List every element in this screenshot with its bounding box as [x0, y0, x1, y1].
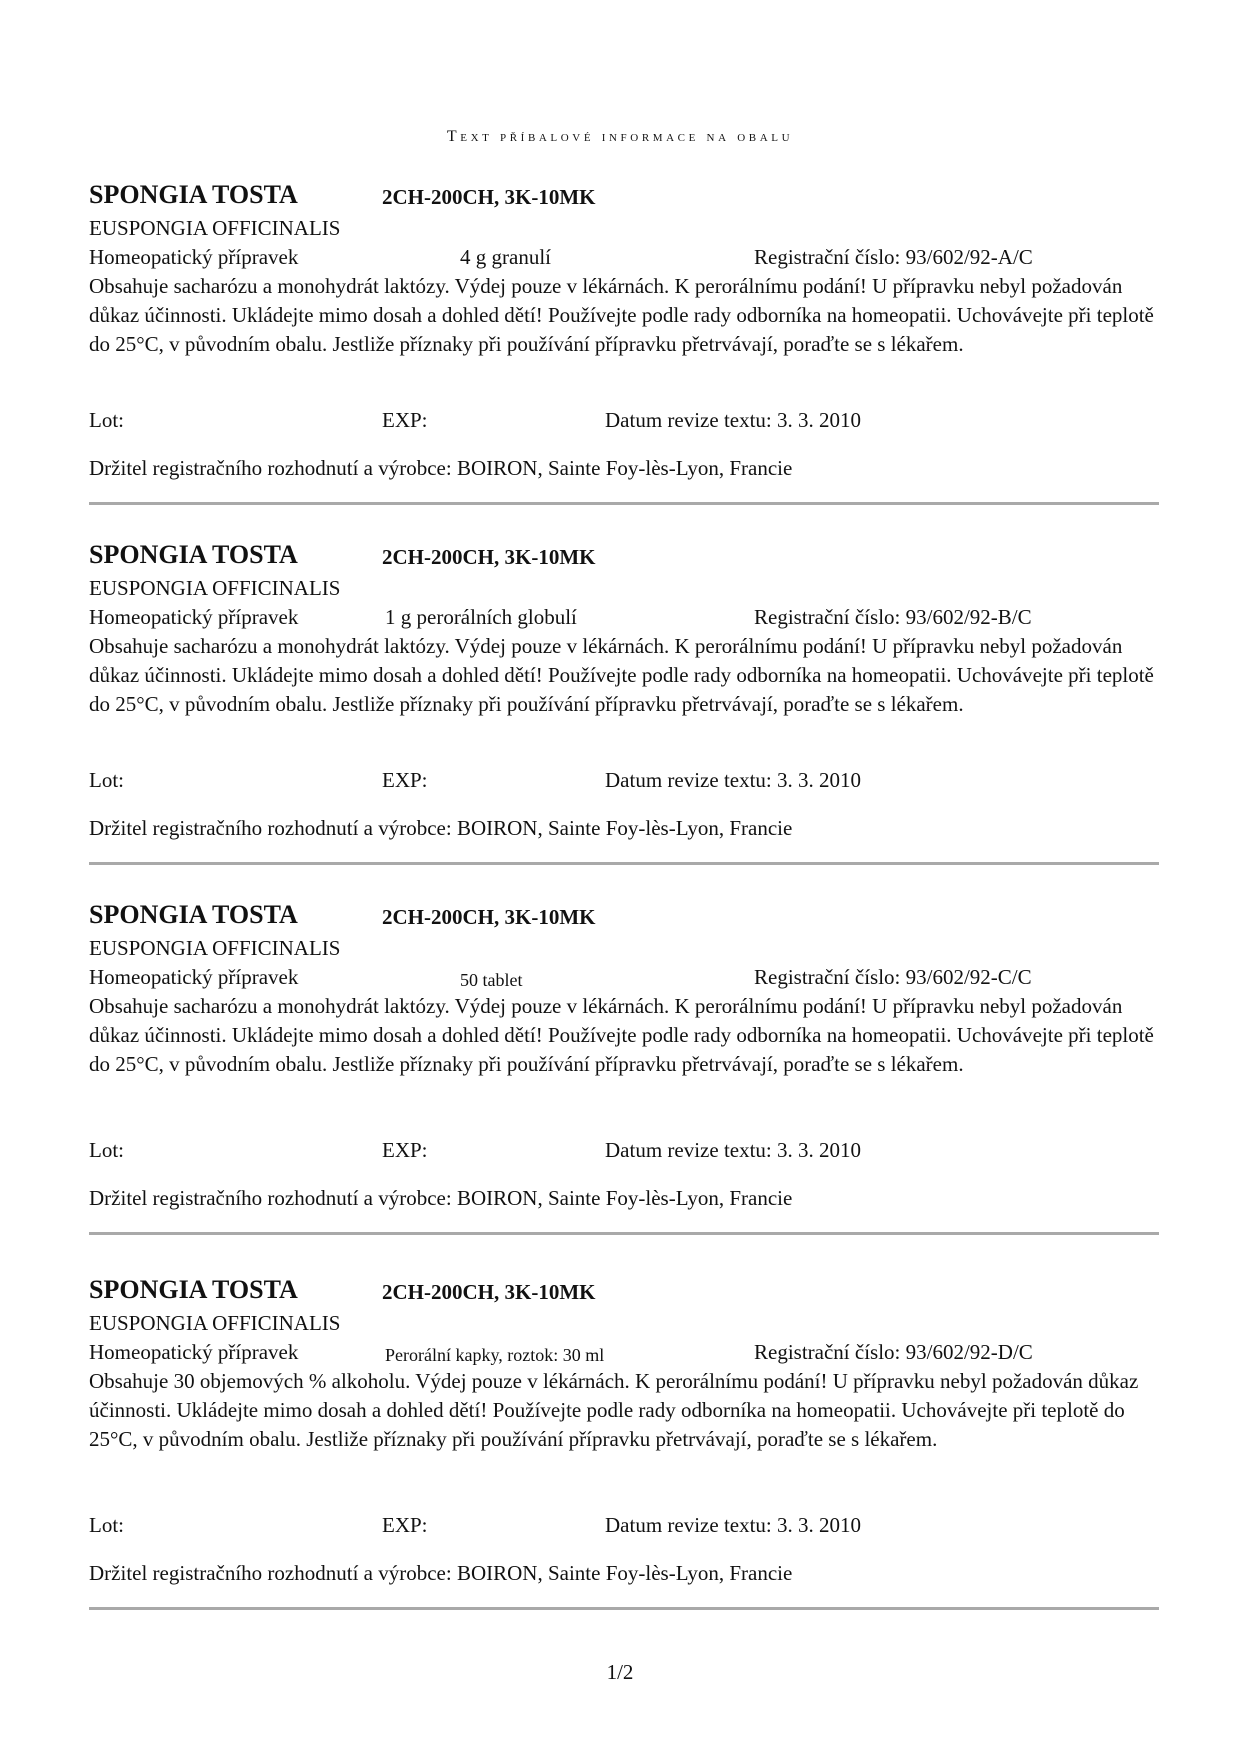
potency: 2CH-200CH, 3K-10MK: [382, 1280, 596, 1304]
section-divider: [89, 1232, 1159, 1235]
lot-label: Lot:: [89, 1138, 124, 1162]
product-name: SPONGIA TOSTA: [89, 540, 298, 569]
product-type: Homeopatický přípravek: [89, 245, 299, 269]
lot-label: Lot:: [89, 768, 124, 792]
product-type: Homeopatický přípravek: [89, 965, 299, 989]
revision-date: Datum revize textu: 3. 3. 2010: [605, 408, 862, 432]
latin-name: EUSPONGIA OFFICINALIS: [89, 216, 341, 240]
exp-label: EXP:: [382, 1513, 428, 1537]
document-title: Text příbalové informace na obalu: [446, 128, 794, 145]
registration-number: Registrační číslo: 93/602/92-C/C: [754, 965, 1032, 989]
latin-name: EUSPONGIA OFFICINALIS: [89, 936, 341, 960]
potency: 2CH-200CH, 3K-10MK: [382, 545, 596, 569]
product-name: SPONGIA TOSTA: [89, 1275, 298, 1304]
potency: 2CH-200CH, 3K-10MK: [382, 185, 596, 209]
latin-name: EUSPONGIA OFFICINALIS: [89, 1311, 341, 1335]
page-number: 1/2: [606, 1660, 634, 1684]
holder: Držitel registračního rozhodnutí a výrobce: BOIRON, Sainte Foy-lès-Lyon, Francie: [89, 456, 793, 480]
package-size: 50 tablet: [460, 970, 523, 990]
description: Obsahuje 30 objemových % alkoholu. Výdej pouze v lékárnách. K perorálnímu podání! U přípravku nebyl požadován důkaz účinnosti. Ukládejte mimo dosah a dohled dětí! Používejte podle rady odborníka na homeopatii. Uchovávejte při teplotě do 25°C, v původním obalu. Jestliže příznaky při používání přípravku přetrvávají, poraďte se s lékařem.: [89, 1369, 1139, 1451]
revision-date: Datum revize textu: 3. 3. 2010: [605, 768, 862, 792]
exp-label: EXP:: [382, 768, 428, 792]
description: Obsahuje sacharózu a monohydrát laktózy. Výdej pouze v lékárnách. K perorálnímu podání! U přípravku nebyl požadován důkaz účinnosti. Ukládejte mimo dosah a dohled dětí! Používejte podle rady odborníka na homeopatii. Uchovávejte při teplotě do 25°C, v původním obalu. Jestliže příznaky při používání přípravku přetrvávají, poraďte se s lékařem.: [89, 994, 1154, 1076]
package-size: 4 g granulí: [460, 245, 551, 269]
package-size: Perorální kapky, roztok: 30 ml: [385, 1345, 605, 1365]
latin-name: EUSPONGIA OFFICINALIS: [89, 576, 341, 600]
section-divider: [89, 502, 1159, 505]
description: Obsahuje sacharózu a monohydrát laktózy. Výdej pouze v lékárnách. K perorálnímu podání! U přípravku nebyl požadován důkaz účinnosti. Ukládejte mimo dosah a dohled dětí! Používejte podle rady odborníka na homeopatii. Uchovávejte při teplotě do 25°C, v původním obalu. Jestliže příznaky při používání přípravku přetrvávají, poraďte se s lékařem.: [89, 274, 1154, 356]
exp-label: EXP:: [382, 408, 428, 432]
lot-label: Lot:: [89, 408, 124, 432]
product-name: SPONGIA TOSTA: [89, 180, 298, 209]
registration-number: Registrační číslo: 93/602/92-B/C: [754, 605, 1032, 629]
exp-label: EXP:: [382, 1138, 428, 1162]
section-divider: [89, 1607, 1159, 1610]
revision-date: Datum revize textu: 3. 3. 2010: [605, 1138, 862, 1162]
holder: Držitel registračního rozhodnutí a výrobce: BOIRON, Sainte Foy-lès-Lyon, Francie: [89, 816, 793, 840]
description: Obsahuje sacharózu a monohydrát laktózy. Výdej pouze v lékárnách. K perorálnímu podání! U přípravku nebyl požadován důkaz účinnosti. Ukládejte mimo dosah a dohled dětí! Používejte podle rady odborníka na homeopatii. Uchovávejte při teplotě do 25°C, v původním obalu. Jestliže příznaky při používání přípravku přetrvávají, poraďte se s lékařem.: [89, 634, 1154, 716]
section-divider: [89, 862, 1159, 865]
package-size: 1 g perorálních globulí: [385, 605, 577, 629]
product-name: SPONGIA TOSTA: [89, 900, 298, 929]
holder: Držitel registračního rozhodnutí a výrobce: BOIRON, Sainte Foy-lès-Lyon, Francie: [89, 1186, 793, 1210]
potency: 2CH-200CH, 3K-10MK: [382, 905, 596, 929]
registration-number: Registrační číslo: 93/602/92-A/C: [754, 245, 1033, 269]
product-type: Homeopatický přípravek: [89, 605, 299, 629]
lot-label: Lot:: [89, 1513, 124, 1537]
registration-number: Registrační číslo: 93/602/92-D/C: [754, 1340, 1033, 1364]
product-type: Homeopatický přípravek: [89, 1340, 299, 1364]
revision-date: Datum revize textu: 3. 3. 2010: [605, 1513, 862, 1537]
holder: Držitel registračního rozhodnutí a výrobce: BOIRON, Sainte Foy-lès-Lyon, Francie: [89, 1561, 793, 1585]
